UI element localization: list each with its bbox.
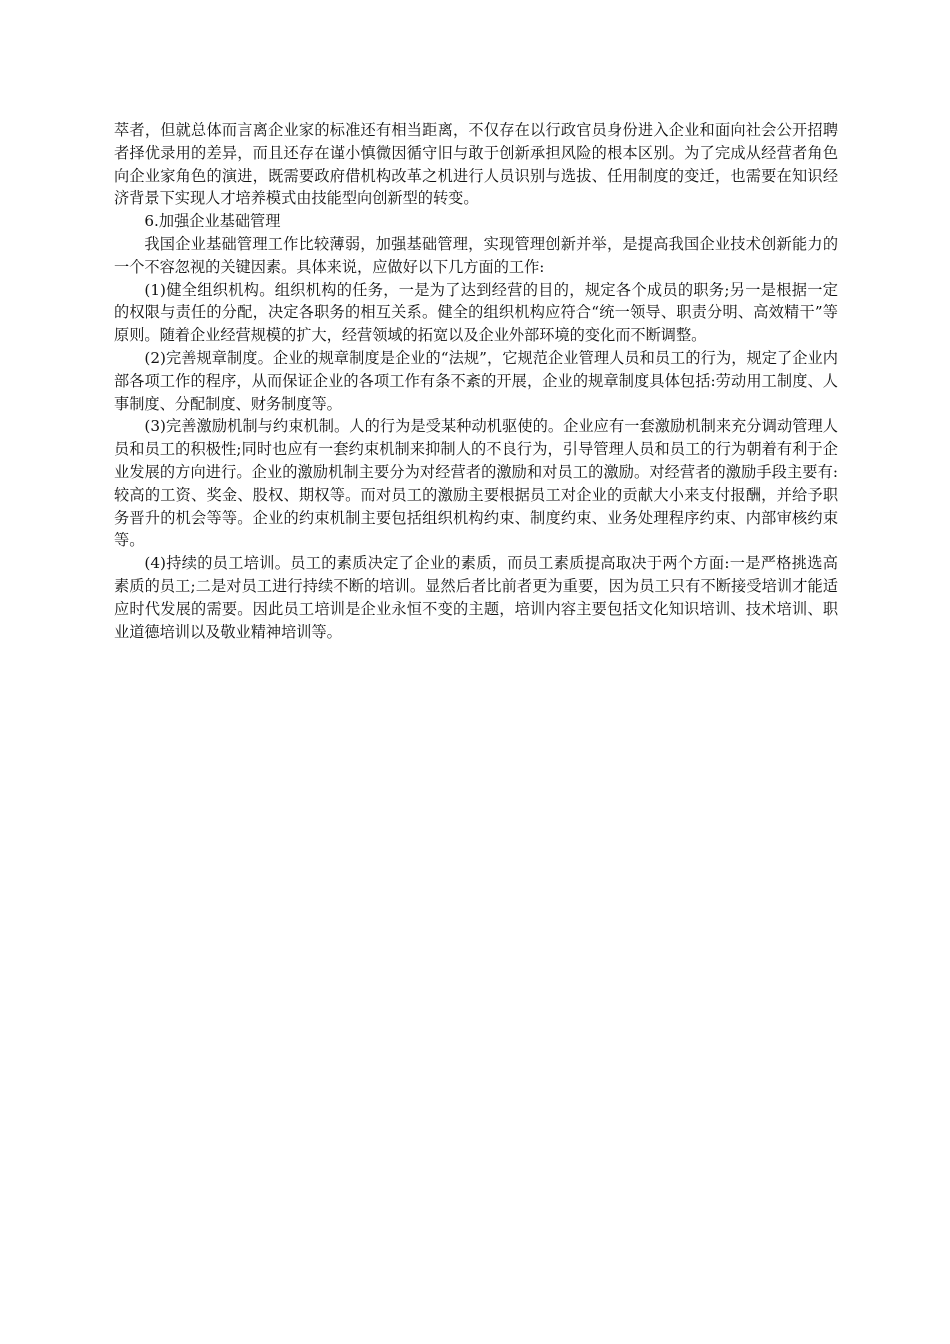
paragraph-item-4: (4)持续的员工培训。员工的素质决定了企业的素质，而员工素质提高取决于两个方面:一是严格挑选高素质的员工;二是对员工进行持续不断的培训。显然后者比前者更为重要，因为员工只有不断接受培训才能适应时代发展的需要。因此员工培训是企业永恒不变的主题，培训内容主要包括文化知识培训、技术培训、职业道德培训以及敬业精神培训等。 [114,554,838,641]
paragraph-intro: 我国企业基础管理工作比较薄弱，加强基础管理，实现管理创新并举，是提高我国企业技术创新能力的一个不容忽视的关键因素。具体来说，应做好以下几方面的工作: [114,234,838,276]
paragraph-item-1: (1)健全组织机构。组织机构的任务，一是为了达到经营的目的，规定各个成员的职务;另一是根据一定的权限与责任的分配，决定各职务的相互关系。健全的组织机构应符合“统一领导、职责分明、高效精干”等原则。随着企业经营规模的扩大，经营领域的拓宽以及企业外部环境的变化而不断调整。 [114,280,838,345]
document-body [114,119,838,643]
paragraph-continuation: 萃者，但就总体而言离企业家的标准还有相当距离，不仅存在以行政官员身份进入企业和面向社会公开招聘者择优录用的差异，而且还存在谨小慎微因循守旧与敢于创新承担风险的根本区别。为了完成从经营者角色向企业家角色的演进，既需要政府借机构改革之机进行人员识别与选拔、任用制度的变迁，也需要在知识经济背景下实现人才培养模式由技能型向创新型的转变。 [114,121,838,208]
paragraph-item-2: (2)完善规章制度。企业的规章制度是企业的“法规”，它规范企业管理人员和员工的行为，规定了企业内部各项工作的程序，从而保证企业的各项工作有条不紊的开展，企业的规章制度具体包括:劳动用工制度、人事制度、分配制度、财务制度等。 [114,348,838,413]
paragraph-item-3: (3)完善激励机制与约束机制。人的行为是受某种动机驱使的。企业应有一套激励机制来充分调动管理人员和员工的积极性;同时也应有一套约束机制来抑制人的不良行为，引导管理人员和员工的行为朝着有利于企业发展的方向进行。企业的激励机制主要分为对经营者的激励和对员工的激励。对经营者的激励手段主要有:较高的工资、奖金、股权、期权等。而对员工的激励主要根据员工对企业的贡献大小来支付报酬，并给予职务晋升的机会等等。企业的约束机制主要包括组织机构约束、制度约束、业务处理程序约束、内部审核约束等。 [114,417,838,550]
section-heading-6: 6.加强企业基础管理 [144,212,281,231]
